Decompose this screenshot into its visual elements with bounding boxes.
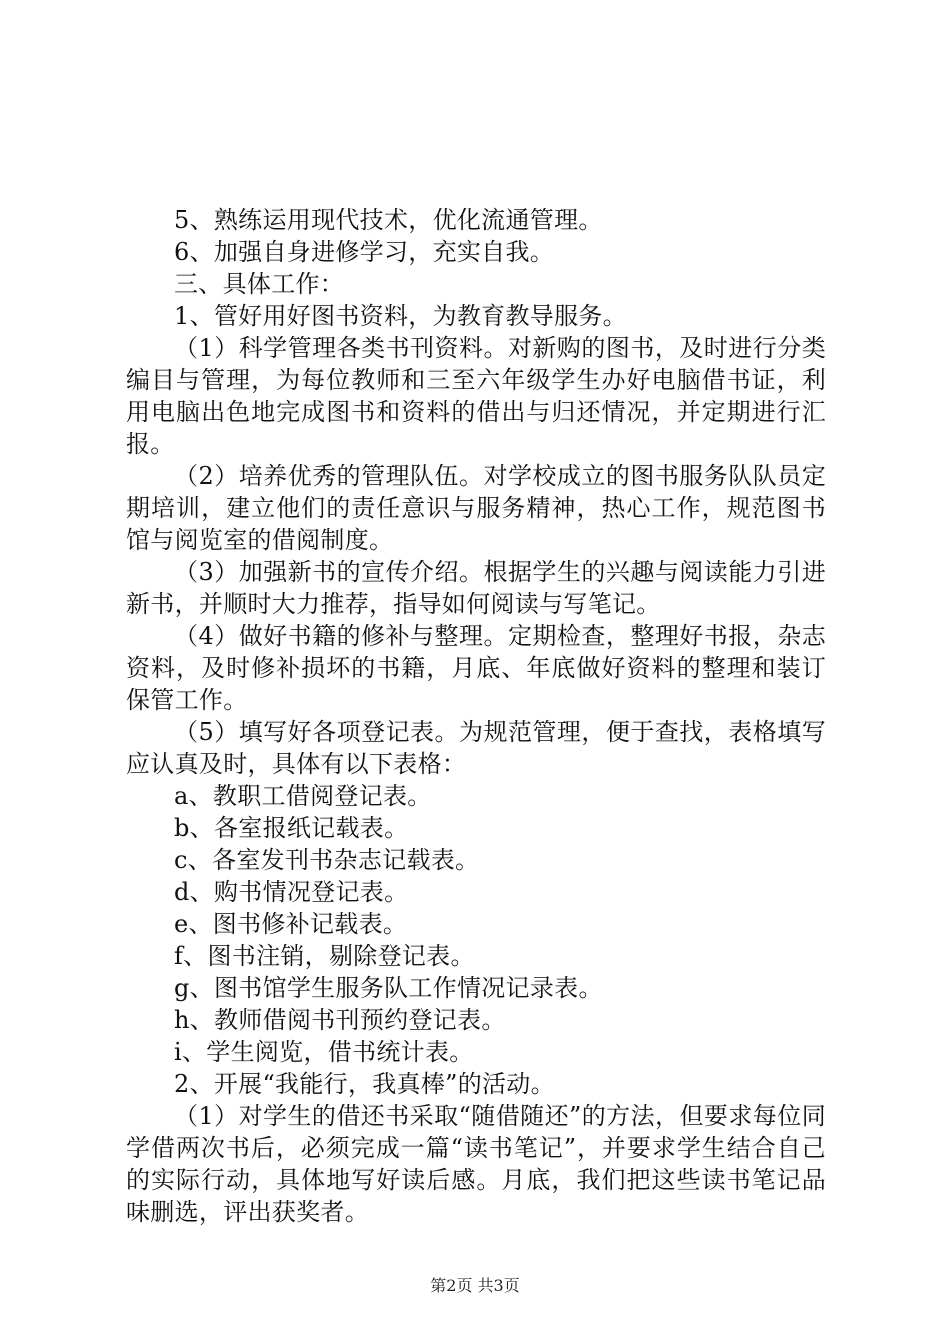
list-item-a: a、教职工借阅登记表。 [174, 782, 432, 810]
document-body [126, 204, 826, 1228]
subheading-activity: 2、开展“我能行，我真棒”的活动。 [174, 1070, 555, 1098]
list-item-f: f、图书注销，剔除登记表。 [174, 942, 475, 970]
list-item-e: e、图书修补记载表。 [174, 910, 408, 938]
paragraph-reading-notes: （1）对学生的借还书采取“随借随还”的方法，但要求每位同学借两次书后，必须完成一篇“读书笔记”，并要求学生结合自己的实际行动，具体地写好读后感。月底，我们把这些读书笔记品味删选，评出获奖者。 [126, 1102, 826, 1226]
page-number-footer: 第2页 共3页 [430, 1276, 520, 1295]
list-item-i: i、学生阅览，借书统计表。 [174, 1038, 474, 1066]
paragraph-registration-forms: （5）填写好各项登记表。为规范管理，便于查找，表格填写应认真及时，具体有以下表格： [126, 718, 826, 778]
subheading-manage-books: 1、管好用好图书资料，为教育教导服务。 [174, 302, 627, 330]
list-item-d: d、购书情况登记表。 [174, 878, 409, 906]
list-item-g: g、图书馆学生服务队工作情况记录表。 [174, 974, 603, 1002]
paragraph-repair-books: （4）做好书籍的修补与整理。定期检查，整理好书报，杂志资料，及时修补损坏的书籍，月底、年底做好资料的整理和装订保管工作。 [126, 622, 826, 714]
list-item-h: h、教师借阅书刊预约登记表。 [174, 1006, 506, 1034]
paragraph-train-team: （2）培养优秀的管理队伍。对学校成立的图书服务队队员定期培训，建立他们的责任意识与服务精神，热心工作，规范图书馆与阅览室的借阅制度。 [126, 462, 826, 554]
paragraph-manage-periodicals: （1）科学管理各类书刊资料。对新购的图书，及时进行分类编目与管理，为每位教师和三至六年级学生办好电脑借书证，利用电脑出色地完成图书和资料的借出与归还情况，并定期进行汇报。 [126, 334, 826, 458]
section-heading-specific-work: 三、具体工作： [174, 270, 345, 298]
list-item-b: b、各室报纸记载表。 [174, 814, 409, 842]
paragraph-item-5: 5、熟练运用现代技术，优化流通管理。 [174, 206, 603, 234]
list-item-c: c、各室发刊书杂志记载表。 [174, 846, 480, 874]
paragraph-item-6: 6、加强自身进修学习，充实自我。 [174, 238, 555, 266]
paragraph-promote-new-books: （3）加强新书的宣传介绍。根据学生的兴趣与阅读能力引进新书，并顺时大力推荐，指导如何阅读与写笔记。 [126, 558, 826, 618]
